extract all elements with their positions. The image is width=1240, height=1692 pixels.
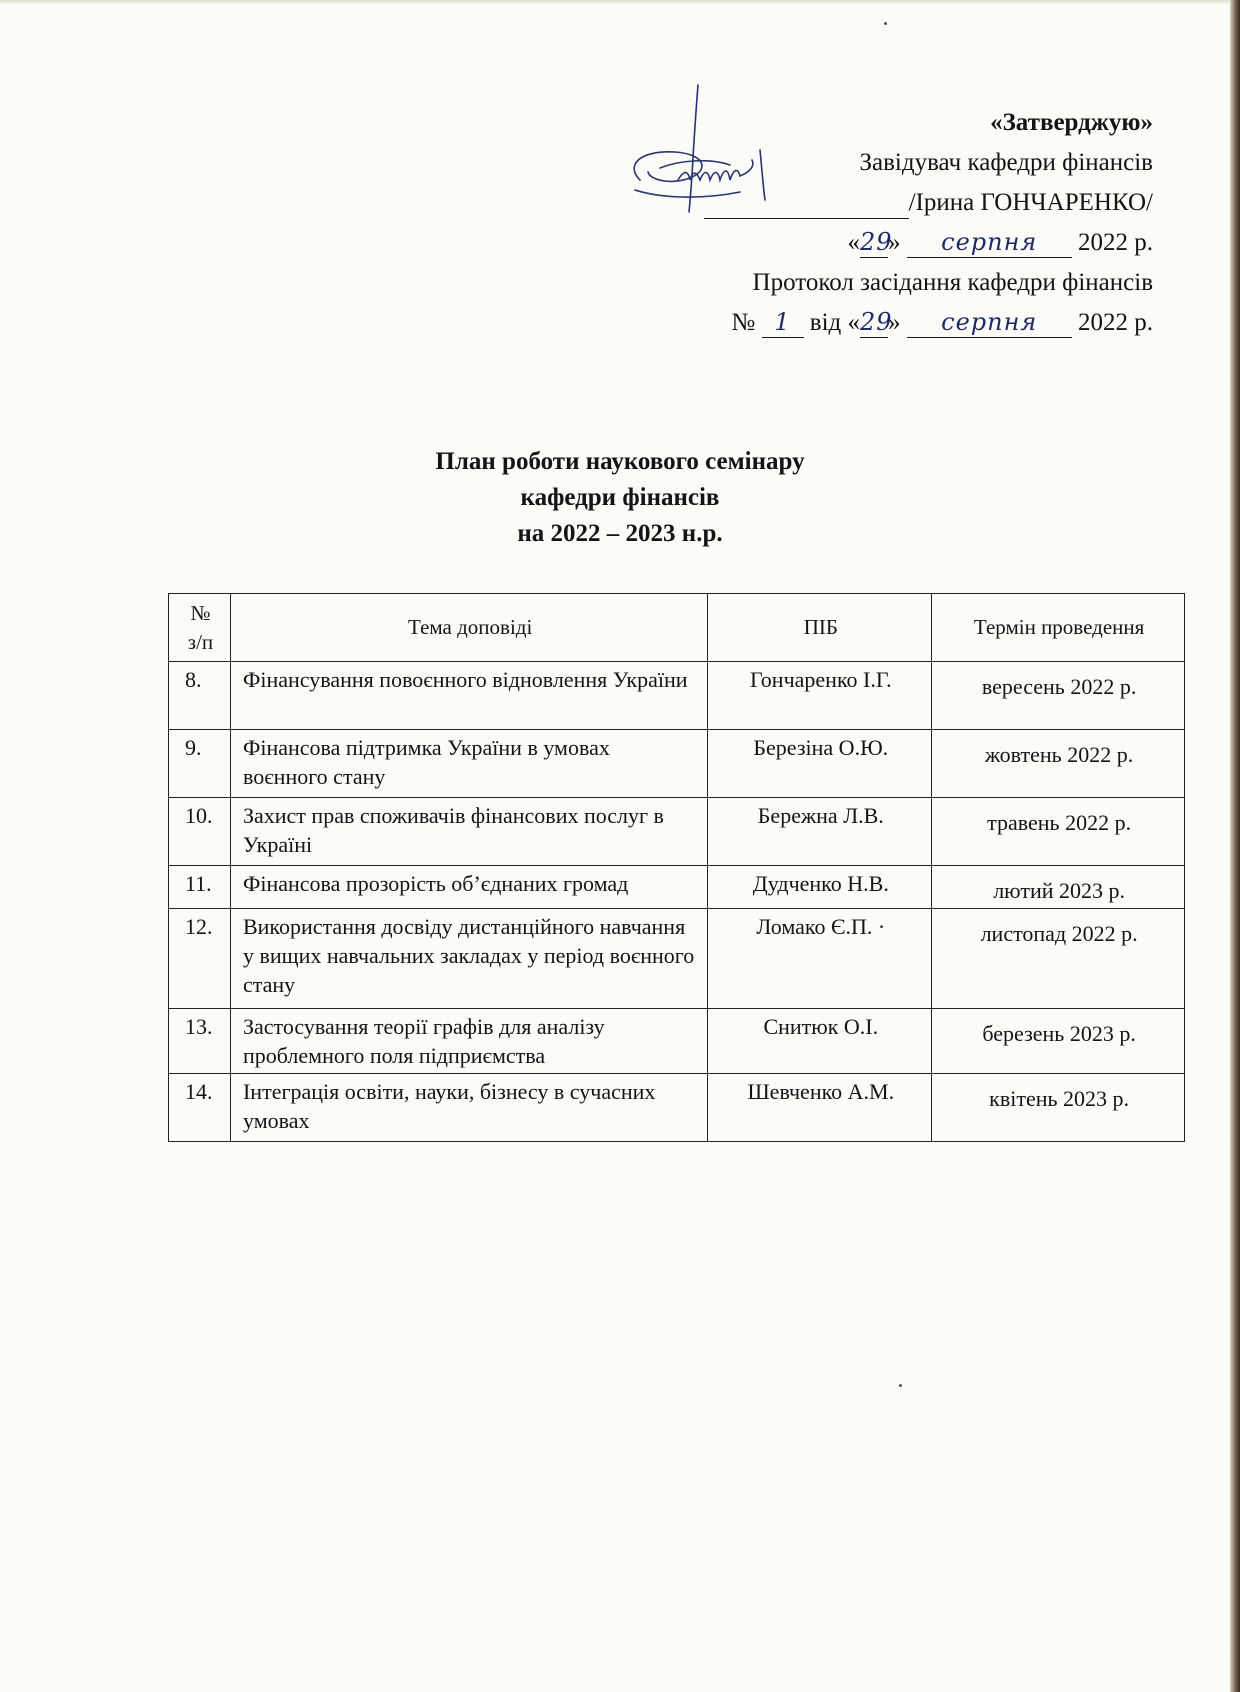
row-topic: Застосування теорії графів для аналізу проблемного поля підприємства bbox=[230, 1009, 707, 1074]
protocol-year: 2022 р. bbox=[1078, 309, 1153, 336]
row-date: жовтень 2022 р. bbox=[932, 730, 1185, 798]
approval-signature-line bbox=[593, 183, 1153, 223]
header-num-abbr: з/п bbox=[187, 629, 214, 654]
row-topic: Використання досвіду дистанційного навчання у вищих навчальних закладах у період воєнного стану bbox=[230, 909, 707, 1009]
row-num: 13. bbox=[169, 1009, 231, 1074]
table-row bbox=[169, 662, 1185, 730]
row-name: Березіна О.Ю. bbox=[708, 730, 932, 798]
protocol-number: 1 bbox=[762, 307, 804, 338]
header-topic: Тема доповіді bbox=[230, 594, 707, 662]
approval-date-month: серпня bbox=[907, 227, 1072, 258]
table-row bbox=[169, 730, 1185, 798]
row-date: вересень 2022 р. bbox=[932, 662, 1185, 730]
row-num: 9. bbox=[169, 730, 231, 798]
row-num: 12. bbox=[169, 909, 231, 1009]
title-line-3: на 2022 – 2023 н.р. bbox=[517, 520, 723, 547]
protocol-from: від bbox=[809, 309, 842, 336]
approval-date-line: «29» серпня 2022 р. bbox=[847, 228, 1153, 256]
row-topic: Інтеграція освіти, науки, бізнесу в сучасних умовах bbox=[230, 1074, 707, 1142]
table-row bbox=[169, 866, 1185, 909]
scan-right-edge bbox=[1230, 0, 1240, 1692]
approval-heading: «Затверджую» bbox=[990, 109, 1153, 136]
signature-blank bbox=[704, 188, 909, 219]
row-num: 8. bbox=[169, 662, 231, 730]
protocol-month: серпня bbox=[907, 307, 1072, 338]
row-topic: Фінансова підтримка України в умовах воєнного стану bbox=[230, 730, 707, 798]
document-title bbox=[0, 444, 1240, 552]
seminar-plan-table bbox=[168, 593, 1185, 1142]
row-name: Бережна Л.В. bbox=[708, 798, 932, 866]
table-row bbox=[169, 1074, 1185, 1142]
header-date: Термін проведення bbox=[932, 594, 1185, 662]
row-date: лютий 2023 р. bbox=[932, 866, 1185, 909]
table-row bbox=[169, 909, 1185, 1009]
row-name: Снитюк О.І. bbox=[708, 1009, 932, 1074]
protocol-line: № 1 від «29» серпня 2022 р. bbox=[731, 308, 1153, 336]
scan-speck bbox=[899, 1384, 902, 1387]
row-date: листопад 2022 р. bbox=[932, 909, 1185, 1009]
protocol-day: 29 bbox=[860, 308, 893, 336]
row-name: Дудченко Н.В. bbox=[708, 866, 932, 909]
row-num: 11. bbox=[169, 866, 231, 909]
protocol-no-label: № bbox=[731, 309, 756, 336]
row-topic: Захист прав споживачів фінансових послуг в Україні bbox=[230, 798, 707, 866]
row-date: травень 2022 р. bbox=[932, 798, 1185, 866]
protocol-label: Протокол засідання кафедри фінансів bbox=[752, 269, 1153, 296]
row-name: Гончаренко І.Г. bbox=[708, 662, 932, 730]
row-date: березень 2023 р. bbox=[932, 1009, 1185, 1074]
approval-date-day: 29 bbox=[860, 228, 893, 256]
table-row bbox=[169, 1009, 1185, 1074]
header-name: ПІБ bbox=[708, 594, 932, 662]
approval-block bbox=[593, 103, 1153, 343]
row-topic: Фінансова прозорість об’єднаних громад bbox=[230, 866, 707, 909]
approval-name: /Ірина ГОНЧАРЕНКО/ bbox=[908, 189, 1153, 216]
table-header-row bbox=[169, 594, 1185, 662]
title-line-2: кафедри фінансів bbox=[520, 484, 720, 511]
scan-top-edge bbox=[0, 0, 1240, 5]
approval-date-year: 2022 р. bbox=[1078, 229, 1153, 256]
table-row bbox=[169, 798, 1185, 866]
approval-position: Завідувач кафедри фінансів bbox=[859, 149, 1153, 176]
row-num: 10. bbox=[169, 798, 231, 866]
header-num-symbol: № bbox=[190, 600, 211, 625]
header-num bbox=[169, 594, 231, 662]
row-name: Шевченко А.М. bbox=[708, 1074, 932, 1142]
row-date: квітень 2023 р. bbox=[932, 1074, 1185, 1142]
row-topic: Фінансування повоєнного відновлення України bbox=[230, 662, 707, 730]
scan-speck bbox=[884, 22, 887, 25]
row-name: Ломако Є.П. · bbox=[708, 909, 932, 1009]
title-line-1: План роботи наукового семінару bbox=[435, 448, 805, 475]
row-num: 14. bbox=[169, 1074, 231, 1142]
